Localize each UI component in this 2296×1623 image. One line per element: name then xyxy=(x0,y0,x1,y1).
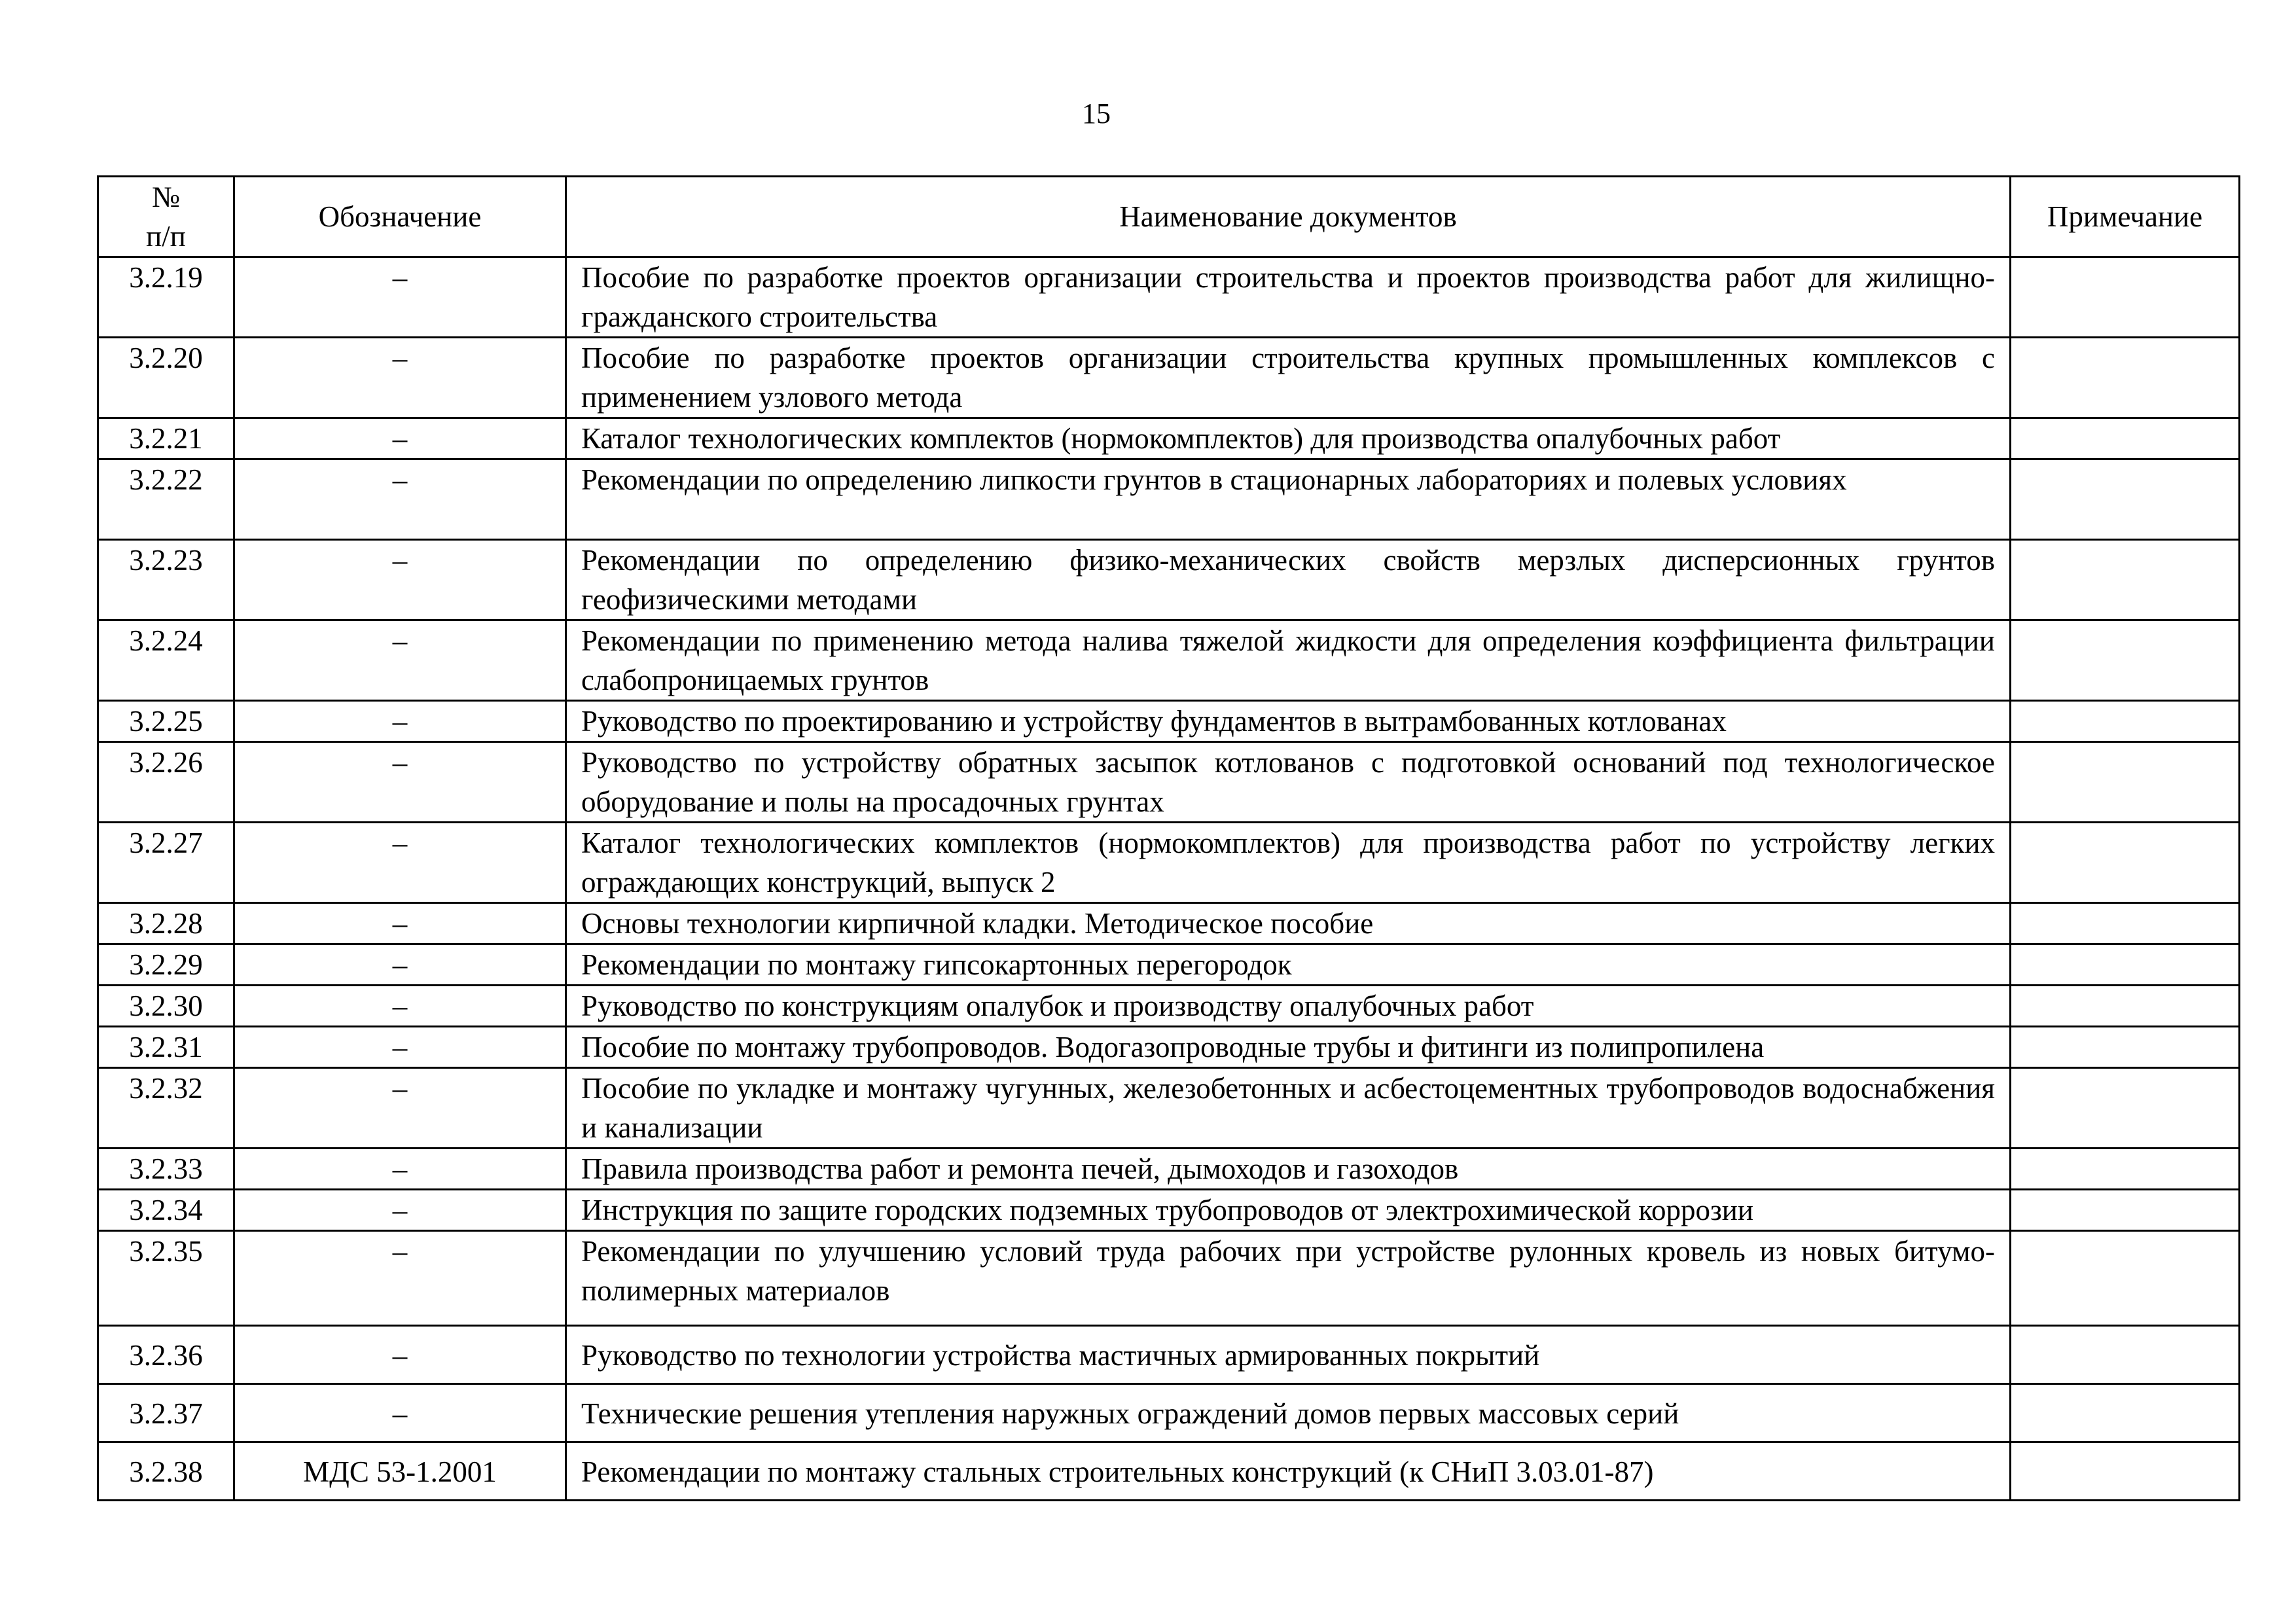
page-number: 15 xyxy=(1082,98,1111,130)
row-name: Каталог технологических комплектов (нормокомплектов) для производства опалубочных работ xyxy=(566,418,2011,459)
row-number: 3.2.24 xyxy=(98,620,234,701)
table-row xyxy=(98,986,2240,1027)
row-number: 3.2.23 xyxy=(98,540,234,620)
table-row xyxy=(98,1231,2240,1326)
row-note xyxy=(2011,1149,2240,1190)
row-name: Правила производства работ и ремонта печей, дымоходов и газоходов xyxy=(566,1149,2011,1190)
row-name: Рекомендации по улучшению условий труда рабочих при устройстве рулонных кровель из новых битумо-полимерных материалов xyxy=(566,1231,2011,1326)
row-note xyxy=(2011,1326,2240,1384)
row-code: – xyxy=(234,540,566,620)
row-code: – xyxy=(234,742,566,823)
table-row xyxy=(98,742,2240,823)
table-row xyxy=(98,459,2240,540)
table-row xyxy=(98,1190,2240,1231)
row-name: Основы технологии кирпичной кладки. Методическое пособие xyxy=(566,903,2011,944)
table-body xyxy=(98,257,2240,1501)
header-num: № п/п xyxy=(98,177,234,257)
header-row xyxy=(98,177,2240,257)
header-code: Обозначение xyxy=(234,177,566,257)
row-note xyxy=(2011,742,2240,823)
table-row xyxy=(98,620,2240,701)
row-code: – xyxy=(234,1068,566,1149)
row-note xyxy=(2011,903,2240,944)
row-code: – xyxy=(234,903,566,944)
header-name: Наименование документов xyxy=(566,177,2011,257)
table-row xyxy=(98,257,2240,338)
header-note: Примечание xyxy=(2011,177,2240,257)
row-number: 3.2.28 xyxy=(98,903,234,944)
row-code: – xyxy=(234,1326,566,1384)
row-number: 3.2.21 xyxy=(98,418,234,459)
row-code: – xyxy=(234,418,566,459)
row-name: Руководство по проектированию и устройству фундаментов в вытрамбованных котлованах xyxy=(566,701,2011,742)
row-code: – xyxy=(234,1231,566,1326)
row-name: Рекомендации по применению метода налива тяжелой жидкости для определения коэффициента фильтрации слабопроницаемых грунтов xyxy=(566,620,2011,701)
row-note xyxy=(2011,1068,2240,1149)
row-code: – xyxy=(234,701,566,742)
row-name: Каталог технологических комплектов (нормокомплектов) для производства работ по устройству легких ограждающих конструкций, выпуск 2 xyxy=(566,823,2011,903)
table-row xyxy=(98,1442,2240,1501)
row-name: Пособие по разработке проектов организации строительства крупных промышленных комплексов с применением узлового метода xyxy=(566,338,2011,418)
row-name: Пособие по монтажу трубопроводов. Водогазопроводные трубы и фитинги из полипропилена xyxy=(566,1027,2011,1068)
row-name: Пособие по укладке и монтажу чугунных, железобетонных и асбестоцементных трубопроводов водоснабжения и канализации xyxy=(566,1068,2011,1149)
table-row xyxy=(98,823,2240,903)
table-row xyxy=(98,1149,2240,1190)
row-note xyxy=(2011,620,2240,701)
row-number: 3.2.31 xyxy=(98,1027,234,1068)
row-number: 3.2.37 xyxy=(98,1384,234,1442)
row-code: – xyxy=(234,620,566,701)
row-code: – xyxy=(234,1190,566,1231)
table-header xyxy=(98,177,2240,257)
row-code: – xyxy=(234,823,566,903)
row-note xyxy=(2011,1231,2240,1326)
table-row xyxy=(98,418,2240,459)
documents-table xyxy=(97,175,2240,1501)
row-note xyxy=(2011,418,2240,459)
row-code: – xyxy=(234,1027,566,1068)
row-note xyxy=(2011,459,2240,540)
row-number: 3.2.36 xyxy=(98,1326,234,1384)
table-row xyxy=(98,1027,2240,1068)
row-number: 3.2.35 xyxy=(98,1231,234,1326)
row-name: Рекомендации по монтажу стальных строительных конструкций (к СНиП 3.03.01-87) xyxy=(566,1442,2011,1501)
row-code: – xyxy=(234,459,566,540)
row-note xyxy=(2011,823,2240,903)
row-name: Инструкция по защите городских подземных трубопроводов от электрохимической коррозии xyxy=(566,1190,2011,1231)
row-number: 3.2.29 xyxy=(98,944,234,986)
row-code: – xyxy=(234,1149,566,1190)
row-number: 3.2.33 xyxy=(98,1149,234,1190)
table-row xyxy=(98,903,2240,944)
row-name: Руководство по конструкциям опалубок и производству опалубочных работ xyxy=(566,986,2011,1027)
row-note xyxy=(2011,701,2240,742)
row-note xyxy=(2011,986,2240,1027)
row-number: 3.2.26 xyxy=(98,742,234,823)
table-row xyxy=(98,540,2240,620)
row-note xyxy=(2011,338,2240,418)
row-code: – xyxy=(234,257,566,338)
row-number: 3.2.38 xyxy=(98,1442,234,1501)
table-row xyxy=(98,1384,2240,1442)
row-number: 3.2.19 xyxy=(98,257,234,338)
table-row xyxy=(98,338,2240,418)
row-code: МДС 53-1.2001 xyxy=(234,1442,566,1501)
row-code: – xyxy=(234,1384,566,1442)
row-number: 3.2.30 xyxy=(98,986,234,1027)
row-name: Пособие по разработке проектов организации строительства и проектов производства работ для жилищно-гражданского строительства xyxy=(566,257,2011,338)
row-number: 3.2.22 xyxy=(98,459,234,540)
row-name: Технические решения утепления наружных ограждений домов первых массовых серий xyxy=(566,1384,2011,1442)
row-number: 3.2.20 xyxy=(98,338,234,418)
table-row xyxy=(98,1068,2240,1149)
table-row xyxy=(98,701,2240,742)
row-name: Рекомендации по монтажу гипсокартонных перегородок xyxy=(566,944,2011,986)
row-name: Рекомендации по определению физико-механических свойств мерзлых дисперсионных грунтов геофизическими методами xyxy=(566,540,2011,620)
row-note xyxy=(2011,1384,2240,1442)
row-number: 3.2.32 xyxy=(98,1068,234,1149)
table-row xyxy=(98,1326,2240,1384)
row-code: – xyxy=(234,944,566,986)
row-note xyxy=(2011,1190,2240,1231)
row-name: Руководство по устройству обратных засыпок котлованов с подготовкой оснований под технологическое оборудование и полы на просадочных грунтах xyxy=(566,742,2011,823)
row-note xyxy=(2011,1442,2240,1501)
row-note xyxy=(2011,944,2240,986)
row-number: 3.2.34 xyxy=(98,1190,234,1231)
row-code: – xyxy=(234,986,566,1027)
row-name: Рекомендации по определению липкости грунтов в стационарных лабораториях и полевых условиях xyxy=(566,459,2011,540)
row-number: 3.2.27 xyxy=(98,823,234,903)
row-note xyxy=(2011,1027,2240,1068)
row-note xyxy=(2011,257,2240,338)
row-name: Руководство по технологии устройства мастичных армированных покрытий xyxy=(566,1326,2011,1384)
row-code: – xyxy=(234,338,566,418)
row-note xyxy=(2011,540,2240,620)
table-row xyxy=(98,944,2240,986)
row-number: 3.2.25 xyxy=(98,701,234,742)
